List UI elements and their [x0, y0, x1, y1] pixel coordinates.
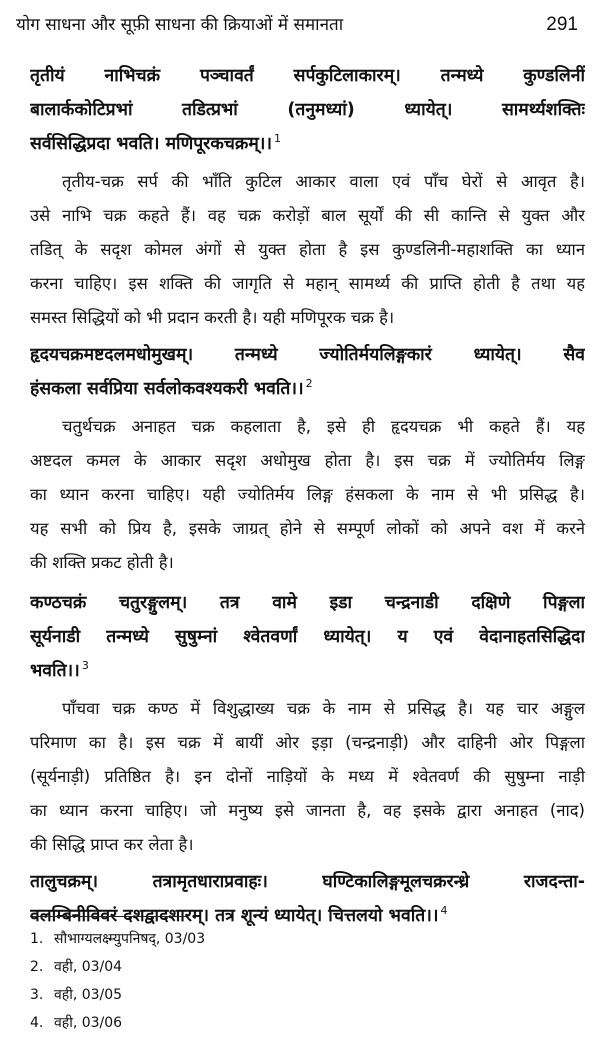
paragraph-line: परिमाण का है। इस चक्र में बायीं ओर इड़ा (चन्द्रनाड़ी) और दाहिनी ओर पिङ्गला — [30, 733, 585, 752]
verse-line: कण्ठचक्रं चतुरङ्गुलम्। तत्र वामे इडा चन्द्रनाडी दक्षिणे पिङ्गला — [30, 593, 585, 613]
verse-line: तालुचक्रम्। तत्रामृतधाराप्रवाहः। घण्टिकालिङ्गमूलचक्ररन्ध्रे राजदन्ता- — [30, 872, 585, 892]
running-header — [16, 12, 578, 38]
footnote-marker: 3 — [81, 659, 89, 673]
verse-line: बालार्ककोटिप्रभां तडित्प्रभां (तनुमध्यां) ध्यायेत्। सामर्थ्यशक्तिः — [30, 100, 585, 120]
footnote-number: 3. — [30, 987, 44, 1003]
verse-line-last — [30, 127, 585, 161]
verse-line-last — [30, 654, 585, 688]
paragraph-line: उसे नाभि चक्र कहते हैं। वह चक्र करोड़ों बाल सूर्यों की सी कान्ति से युक्त और — [30, 206, 585, 225]
paragraph-line: यह सभी को प्रिय है, इसके जाग्रत् होने से सम्पूर्ण लोकों को अपने वश में करने — [30, 519, 585, 538]
paragraph-line: की सिद्धि प्राप्त कर लेता है। — [30, 835, 194, 854]
footnote-separator — [30, 916, 186, 917]
paragraph-line: का ध्यान करना चाहिए। यही ज्योतिर्मय लिङ्ग हंसकला के नाम से भी प्रसिद्ध है। — [30, 485, 585, 504]
paragraph-line: का ध्यान करना चाहिए। जो मनुष्य इसे जानता है, वह इसके द्वारा अनाहत (नाद) — [30, 801, 585, 820]
footnote-text: वही, 03/04 — [54, 959, 123, 975]
verse-line-text: वलम्बिनीविवरं दशद्वादशारम्। तत्र शून्यं ध्यायेत्। चित्तलयो भवति।। — [30, 906, 439, 926]
paragraph-line: की शक्ति प्रकट होती है। — [30, 553, 174, 572]
paragraph-line: तडित् के सदृश कोमल अंगों से युक्त होता है इस कुण्डलिनी-महाशक्ति का ध्यान — [30, 240, 585, 259]
running-title: योग साधना और सूफ़ी साधना की क्रियाओं में समानता — [16, 15, 344, 35]
verse-line: तृतीयं नाभिचक्रं पञ्चावर्तं सर्पकुटिलाकारम्। तन्मध्ये कुण्डलिनीं — [30, 66, 585, 86]
paragraph-line: समस्त सिद्धियों को भी प्रदान करती है। यही मणिपूरक चक्र है। — [30, 308, 395, 327]
footnote-number: 2. — [30, 959, 44, 975]
footnote-1 — [30, 927, 205, 951]
footnote-3 — [30, 983, 122, 1007]
verse-line-text: भवति।। — [30, 661, 80, 681]
footnote-text: वही, 03/06 — [54, 1015, 123, 1031]
verse-line: हृदयचक्रमष्टदलमधोमुखम्। तन्मध्ये ज्योतिर्मयलिङ्गकारं ध्यायेत्। सैव — [30, 345, 585, 365]
paragraph-line: (सूर्यनाड़ी) प्रतिष्ठित है। इन दोनों नाड़ियों के मध्य में श्वेतवर्ण की सुषुम्ना नाड़ी — [30, 767, 585, 786]
footnote-2 — [30, 955, 122, 979]
page-number: 291 — [546, 14, 578, 35]
footnote-4 — [30, 1011, 122, 1035]
footnote-number: 4. — [30, 1015, 44, 1031]
verse-line-last — [30, 372, 585, 406]
paragraph-line: करना चाहिए। इस शक्ति की जागृति से महान् सामर्थ्य की प्राप्ति होती है तथा यह — [30, 274, 585, 293]
footnote-marker: 2 — [305, 377, 313, 391]
footnote-text: वही, 03/05 — [54, 987, 123, 1003]
verse-line: सूर्यनाडी तन्मध्ये सुषुम्नां श्वेतवर्णां ध्यायेत्। य एवं वेदानाहतसिद्धिदा — [30, 627, 585, 647]
verse-line-text: हंसकला सर्वप्रिया सर्वलोकवश्यकरी भवति।। — [30, 379, 304, 399]
footnote-marker: 1 — [274, 132, 282, 146]
footnote-text: सौभाग्यलक्ष्म्युपनिषद्, 03/03 — [54, 931, 206, 947]
paragraph-line: अष्टदल कमल के आकार सदृश अधोमुख होता है। इस चक्र में ज्योतिर्मय लिङ्ग — [30, 451, 585, 470]
footnote-number: 1. — [30, 931, 44, 947]
paragraph-line: पाँचवा चक्र कण्ठ में विशुद्धाख्य चक्र के नाम से प्रसिद्ध है। यह चार अङ्गुल — [62, 699, 585, 718]
paragraph-line: तृतीय-चक्र सर्प की भाँति कुटिल आकार वाला एवं पाँच घेरों से आवृत है। — [62, 172, 585, 191]
footnote-marker: 4 — [440, 904, 448, 918]
paragraph-line: चतुर्थचक्र अनाहत चक्र कहलाता है, इसे ही हृदयचक्र भी कहते हैं। यह — [62, 417, 585, 436]
verse-line-text: सर्वसिद्धिप्रदा भवति। मणिपूरकचक्रम्।। — [30, 134, 273, 154]
